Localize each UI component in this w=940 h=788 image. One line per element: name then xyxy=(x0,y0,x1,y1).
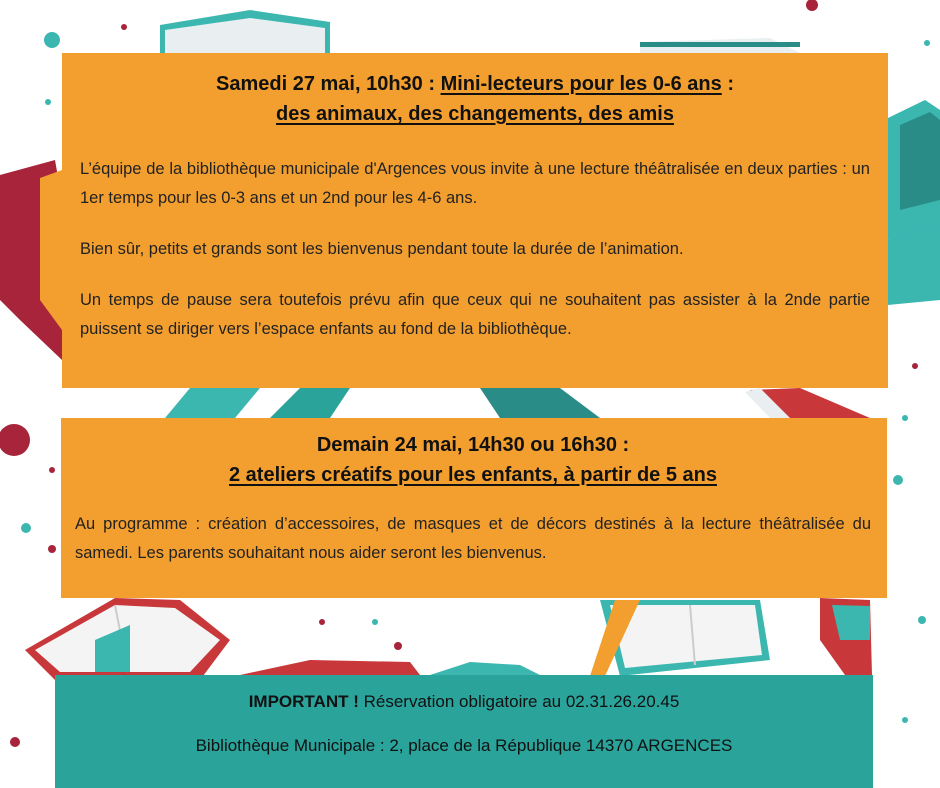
event-workshop-subtitle-text: 2 ateliers créatifs pour les enfants, à partir de 5 ans xyxy=(229,464,717,486)
event-saturday-pause: Un temps de pause sera toutefois prévu afin que ceux qui ne souhaitent pas assister à la 2nde partie puissent se diriger vers l’espace enfants au fond de la bibliothèque. xyxy=(80,291,870,338)
library-address: Bibliothèque Municipale : 2, place de la République 14370 ARGENCES xyxy=(195,736,733,755)
event-saturday-subtitle xyxy=(80,99,870,129)
event-saturday-name: Mini-lecteurs pour les 0-6 ans xyxy=(440,73,722,95)
reservation-line xyxy=(55,689,873,715)
event-saturday-date: Samedi 27 mai, 10h30 : xyxy=(216,73,441,95)
event-saturday-title xyxy=(80,69,870,99)
event-saturday-subtitle-text: des animaux, des changements, des amis xyxy=(276,103,674,125)
event-saturday-panel xyxy=(62,53,888,388)
info-panel xyxy=(55,675,873,788)
event-saturday-intro: L’équipe de la bibliothèque municipale d'Argences vous invite à une lecture théâtralisée en deux parties : un 1er temps pour les 0-3 ans et un 2nd pour les 4-6 ans. xyxy=(80,160,870,207)
event-workshop-body: Au programme : création d’accessoires, de masques et de décors destinés à la lecture théâtralisée du samedi. Les parents souhaitant nous aider seront les bienvenus. xyxy=(75,515,871,562)
important-label: IMPORTANT ! xyxy=(248,692,364,711)
event-saturday-title-suffix: : xyxy=(721,73,734,95)
event-workshop-title: Demain 24 mai, 14h30 ou 16h30 : xyxy=(316,434,630,456)
event-workshop-panel xyxy=(61,418,887,598)
event-workshop-subtitle xyxy=(75,460,871,490)
reservation-text: Réservation obligatoire au 02.31.26.20.45 xyxy=(363,692,680,711)
event-saturday-welcome: Bien sûr, petits et grands sont les bienvenus pendant toute la durée de l’animation. xyxy=(80,240,684,258)
